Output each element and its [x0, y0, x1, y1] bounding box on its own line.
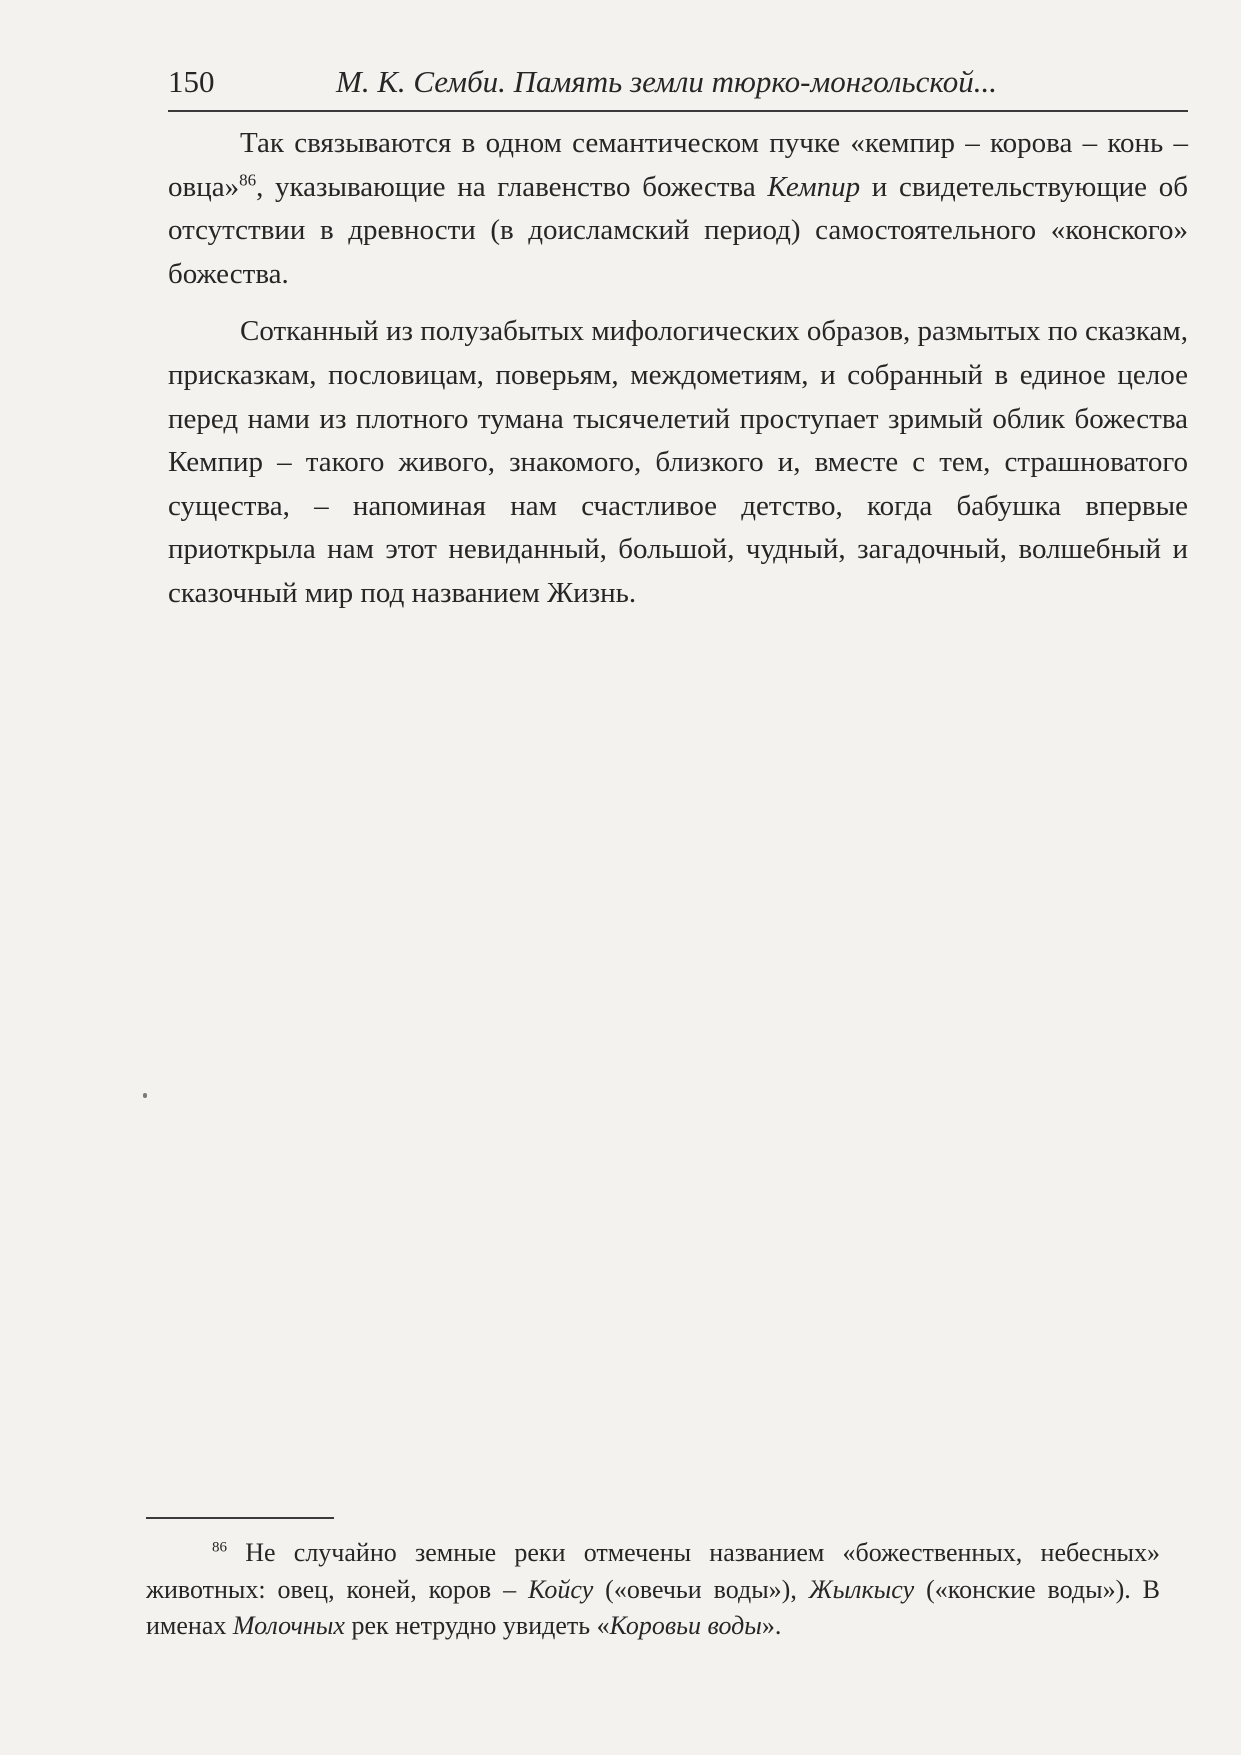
italic-term: Молочных: [232, 1611, 345, 1640]
footnote: [146, 1535, 1160, 1645]
italic-term: Коровьи воды: [609, 1611, 762, 1640]
footnote-span: ».: [761, 1611, 782, 1640]
footnote-text: [146, 1535, 1160, 1645]
running-title: М. К. Семби. Память земли тюрко-монгольской...: [336, 64, 997, 99]
italic-term: Кемпир: [767, 170, 861, 203]
footnote-span: («конские воды»). В именах: [146, 1574, 1161, 1640]
footnote-span: рек нетрудно увидеть «: [344, 1611, 610, 1640]
page-number: 150: [168, 64, 215, 99]
footnote-span: («овечьи воды»),: [593, 1574, 809, 1604]
footnote-number: 86: [212, 1539, 227, 1556]
paragraph-text: и свидетельствующие об отсутствии в древности (в доисламский период) самостоятельного «конского» божества.: [168, 170, 1188, 290]
footnote-reference: 86: [239, 169, 257, 189]
paragraph-text: , указывающие на главенство божества: [256, 170, 768, 203]
italic-term: Жылкысу: [808, 1574, 915, 1604]
italic-term: Койсу: [528, 1574, 594, 1604]
paragraph: Сотканный из полузабытых мифологических образов, размытых по сказкам, присказкам, пословицам, поверьям, междометиям, и собранный в единое целое перед нами из плотного тумана тысячелетий проступает зримый облик божества Кемпир – такого живого, знакомого, близкого и, вместе с тем, страшноватого существа, – напоминая нам счастливое детство, когда бабушка впервые приоткрыла нам этот невиданный, большой, чудный, загадочный, волшебный и сказочный мир под названием Жизнь.: [168, 315, 1188, 609]
footnote-separator: [146, 1517, 334, 1519]
paragraph: [168, 122, 1188, 296]
footnote-span: Не случайно земные реки отмечены названием «божественных, небесных» животных: овец, коней, коров –: [146, 1538, 1160, 1604]
main-text: [168, 122, 1188, 630]
running-header: [168, 62, 1188, 112]
scan-speck: [143, 1093, 147, 1098]
paragraph-text: Так связываются в одном семантическом пучке «кемпир – корова – конь – овца»: [168, 127, 1188, 203]
